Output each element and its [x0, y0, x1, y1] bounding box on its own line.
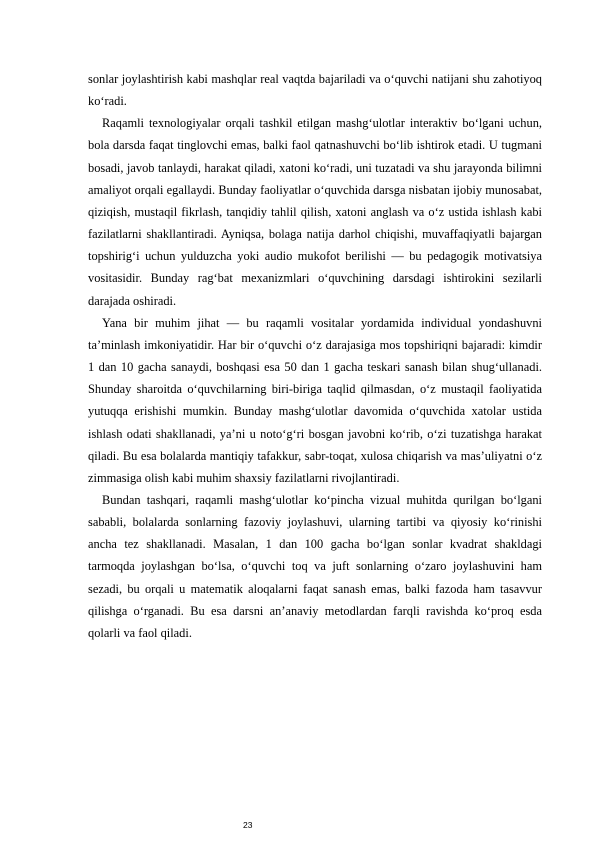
body-text [88, 68, 542, 644]
page-number: 23 [243, 820, 253, 830]
paragraph-visual-environment: Bundan tashqari, raqamli mashg‘ulotlar ko‘pincha vizual muhitda qurilgan bo‘lgani sababli, bolalarda sonlarning fazoviy joylashuvi, ularning tartibi va qiyosiy ko‘rinishi ancha tez shakllanadi. Masalan, 1 dan 100 gacha bo‘lgan sonlar kvadrat shakldagi tarmoqda joylashgan bo‘lsa, o‘quvchi toq va juft sonlarning o‘zaro joylashuvini ham sezadi, bu orqali u matematik aloqalarni faqat sanash emas, balki fazoda ham tasavvur qilishga o‘rganadi. Bu esa darsni an’anaviy metodlardan farqli ravishda ko‘proq esda qolarli va faol qiladi. [88, 492, 542, 640]
paragraph-continuation: sonlar joylashtirish kabi mashqlar real vaqtda bajariladi va o‘quvchi natijani shu zahotiyoq ko‘radi. [88, 72, 542, 109]
paragraph-individual-approach: Yana bir muhim jihat — bu raqamli vositalar yordamida individual yondashuvni ta’minlash imkoniyatidir. Har bir o‘quvchi o‘z darajasiga mos topshiriqni bajaradi: kimdir 1 dan 10 gacha sanaydi, boshqasi esa 50 dan 1 gacha teskari sanash bilan shug‘ullanadi. Shunday sharoitda o‘quvchilarning biri-biriga taqlid qilmasdan, o‘z mustaqil faoliyatida yutuqqa erishishi mumkin. Bunday mashg‘ulotlar davomida o‘quvchida xatolar ustida ishlash odati shakllanadi, ya’ni u noto‘g‘ri bosgan javobni ko‘rib, o‘zi tuzatishga harakat qiladi. Bu esa bolalarda mantiqiy tafakkur, sabr-toqat, xulosa chiqarish va mas’uliyatni o‘z zimmasiga olish kabi muhim shaxsiy fazilatlarni rivojlantiradi. [88, 315, 542, 485]
paragraph-interactive-lessons: Raqamli texnologiyalar orqali tashkil etilgan mashg‘ulotlar interaktiv bo‘lgani uchun, bola darsda faqat tinglovchi emas, balki faol qatnashuvchi bo‘lib ishtirok etadi. U tugmani bosadi, javob tanlaydi, harakat qiladi, xatoni ko‘radi, uni tuzatadi va shu jarayonda bilimni amaliyot orqali egallaydi. Bunday faoliyatlar o‘quvchida darsga nisbatan ijobiy munosabat, qiziqish, mustaqil fikrlash, tanqidiy tahlil qilish, xatoni anglash va o‘z ustida ishlash kabi fazilatlarni shakllantiradi. Ayniqsa, bolaga natija darhol chiqishi, muvaffaqiyatli bajargan topshirig‘i uchun yulduzcha yoki audio mukofot berilishi — bu pedagogik motivatsiya vositasidir. Bunday rag‘bat mexanizmlari o‘quvchining darsdagi ishtirokini sezilarli darajada oshiradi. [88, 116, 542, 308]
